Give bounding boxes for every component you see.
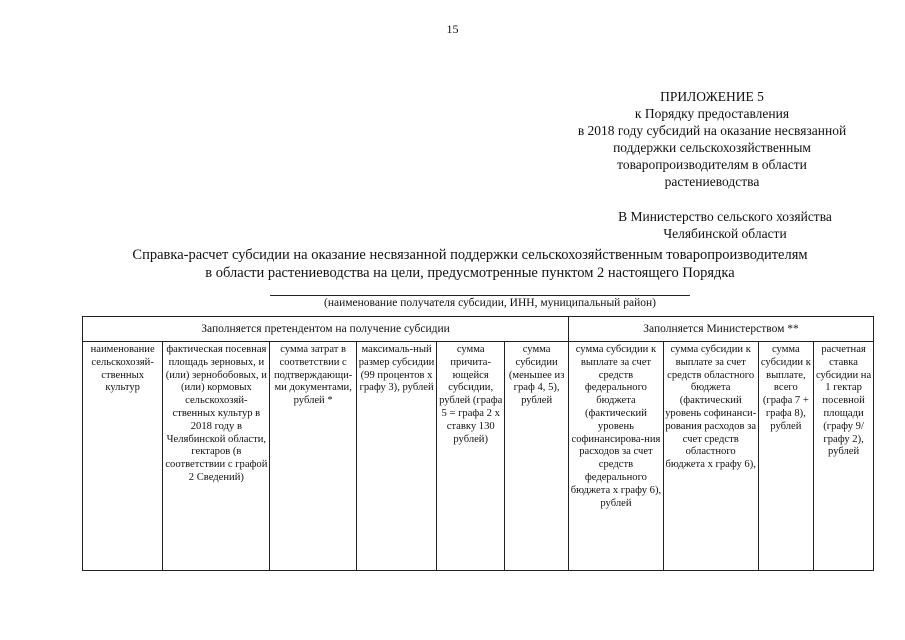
appendix-line: поддержки сельскохозяйственным: [613, 140, 811, 155]
appendix-block: [552, 88, 872, 190]
column-header: максималь-ный размер субсидии (99 процентов х графу 3), рублей: [356, 342, 436, 571]
appendix-line: в 2018 году субсидий на оказание несвязанной: [577, 123, 847, 138]
column-header: сумма субсидии к выплате, всего (графа 7 + графа 8), рублей: [758, 342, 814, 571]
column-header: сумма субсидии к выплате за счет средств областного бюджета (фактический уровень софинанси-рования расходов за счет средств областного бюджета х графу 6),: [663, 342, 758, 571]
recipient-name-blank-line: [270, 295, 690, 296]
recipient-block: [560, 208, 890, 242]
column-header: расчетная ставка субсидии на 1 гектар посевной площади (графу 9/ графу 2), рублей: [814, 342, 874, 571]
column-header: сумма субсидии к выплате за счет средств федерального бюджета (фактический уровень софинансирова-ния расходов за счет средств федерального бюджета х графу 6), рублей: [569, 342, 664, 571]
appendix-line: растениеводства: [664, 174, 760, 189]
document-title-line: Справка-расчет субсидии на оказание несвязанной поддержки сельскохозяйственным товаропроизводителям: [132, 247, 808, 263]
column-header: фактическая посевная площадь зерновых, и (или) зернобобовых, и (или) кормовых сельскохозяй-ственных культур в 2018 году в Челябинской области, гектаров (в соответствии с графой 2 Сведений): [163, 342, 270, 571]
group-header-row: [83, 317, 874, 342]
recipient-line: В Министерство сельского хозяйства: [618, 209, 832, 224]
column-header: сумма затрат в соответствии с подтверждающи-ми документами, рублей *: [270, 342, 357, 571]
column-header-row: [83, 342, 874, 571]
column-header: сумма причита-ющейся субсидии, рублей (графа 5 = графа 2 х ставку 130 рублей): [437, 342, 505, 571]
document-title-line: в области растениеводства на цели, предусмотренные пунктом 2 настоящего Порядка: [205, 265, 735, 281]
recipient-name-caption: (наименование получателя субсидии, ИНН, муниципальный район): [324, 297, 656, 309]
column-header: сумма субсидии (меньшее из граф 4, 5), рублей: [505, 342, 569, 571]
group-header-ministry: Заполняется Министерством **: [569, 317, 874, 342]
recipient-line: Челябинской области: [663, 226, 787, 241]
document-title: [60, 246, 880, 282]
appendix-title: ПРИЛОЖЕНИЕ 5: [660, 89, 764, 104]
group-header-applicant: Заполняется претендентом на получение субсидии: [83, 317, 569, 342]
page-number: 15: [446, 22, 459, 36]
appendix-line: к Порядку предоставления: [634, 106, 790, 121]
calculation-table: [82, 316, 874, 571]
column-header: наименование сельскохозяй-ственных культур: [83, 342, 163, 571]
appendix-line: товаропроизводителям в области: [617, 157, 807, 172]
